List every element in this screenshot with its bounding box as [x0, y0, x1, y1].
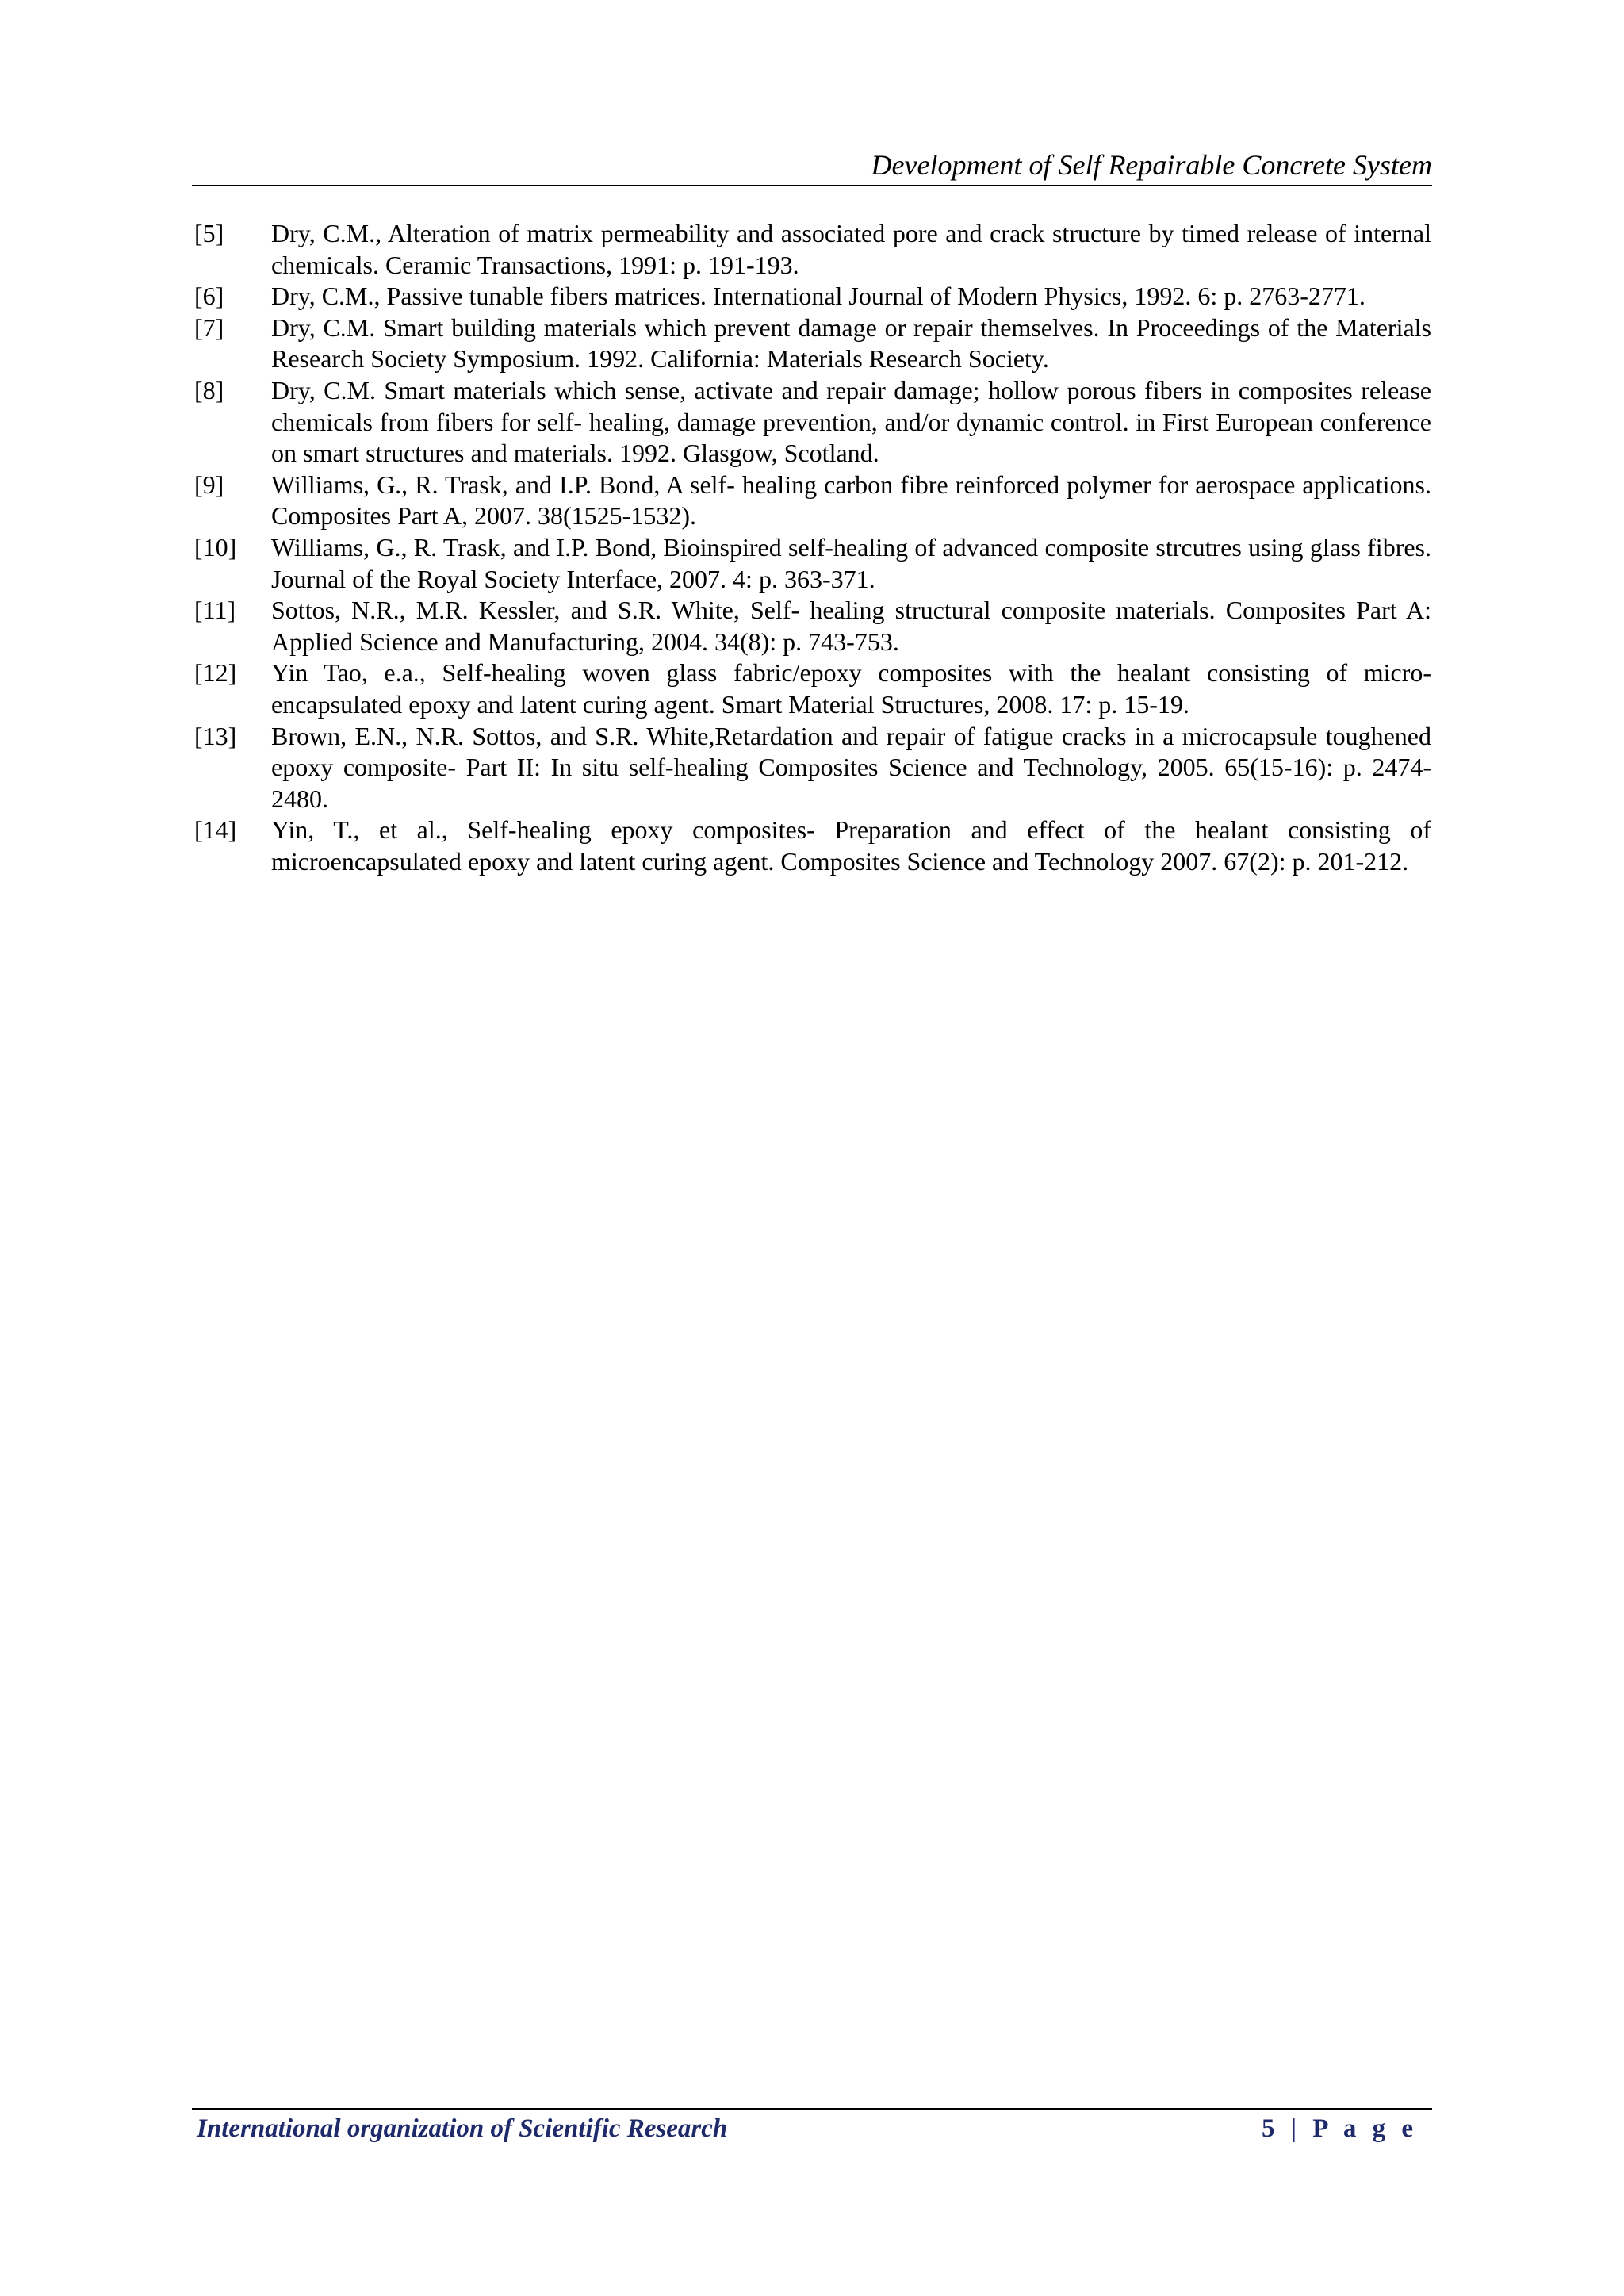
reference-item — [194, 815, 1431, 877]
reference-item — [194, 721, 1431, 815]
reference-text: Dry, C.M. Smart building materials which prevent damage or repair themselves. In Proceedings of the Materials Research Society Symposium. 1992. California: Materials Research Society. — [271, 312, 1431, 374]
reference-number: [6] — [194, 282, 224, 311]
reference-number: [12] — [194, 658, 237, 688]
reference-item — [194, 281, 1431, 312]
reference-item — [194, 532, 1431, 595]
footer-organization: International organization of Scientific Research — [197, 2114, 728, 2143]
reference-text: Yin, T., et al., Self-healing epoxy composites- Preparation and effect of the healant consisting of microencapsulated epoxy and latent curing agent. Composites Science and Technology 2007. 67(2): p. 201-212. — [271, 815, 1431, 876]
reference-text: Williams, G., R. Trask, and I.P. Bond, Bioinspired self-healing of advanced composite strcutres using glass fibres. Journal of the Royal Society Interface, 2007. 4: p. 363-371. — [271, 532, 1431, 593]
reference-item — [194, 312, 1431, 375]
reference-list — [194, 218, 1431, 877]
page-number: 5 | P a g e — [1261, 2114, 1418, 2143]
reference-text: Dry, C.M. Smart materials which sense, activate and repair damage; hollow porous fibers in composites release chemicals from fibers for self- healing, damage prevention, and/or dynamic control. in First European conference on smart structures and materials. 1992. Glasgow, Scotland. — [271, 375, 1431, 468]
header-divider — [192, 185, 1432, 186]
reference-number: [9] — [194, 470, 224, 499]
reference-text: Williams, G., R. Trask, and I.P. Bond, A self- healing carbon fibre reinforced polymer for aerospace applications. Composites Part A, 2007. 38(1525-1532). — [271, 470, 1431, 531]
running-header: Development of Self Repairable Concrete System — [871, 149, 1432, 181]
reference-number: [8] — [194, 375, 224, 404]
reference-number: [5] — [194, 219, 224, 247]
reference-item — [194, 595, 1431, 657]
reference-number: [10] — [194, 532, 237, 562]
reference-item — [194, 470, 1431, 532]
page-footer — [197, 2113, 1418, 2145]
reference-text: Dry, C.M., Passive tunable fibers matrices. International Journal of Modern Physics, 1992. 6: p. 2763-2771. — [271, 282, 1365, 311]
reference-item — [194, 375, 1431, 470]
reference-item — [194, 218, 1431, 281]
footer-divider — [192, 2108, 1432, 2110]
reference-text: Dry, C.M., Alteration of matrix permeability and associated pore and crack structure by timed release of internal chemicals. Ceramic Transactions, 1991: p. 191-193. — [271, 219, 1431, 279]
reference-number: [13] — [194, 721, 237, 750]
reference-text: Sottos, N.R., M.R. Kessler, and S.R. White, Self- healing structural composite materials. Composites Part A: Applied Science and Manufacturing, 2004. 34(8): p. 743-753. — [271, 596, 1431, 656]
reference-item — [194, 657, 1431, 720]
reference-text: Yin Tao, e.a., Self-healing woven glass fabric/epoxy composites with the healant consisting of micro-encapsulated epoxy and latent curing agent. Smart Material Structures, 2008. 17: p. 15-19. — [271, 658, 1431, 719]
reference-number: [14] — [194, 815, 237, 845]
reference-text: Brown, E.N., N.R. Sottos, and S.R. White,Retardation and repair of fatigue cracks in a microcapsule toughened epoxy composite- Part II: In situ self-healing Composites Science and Technology, 2005. 65(15-16): p. 2474-2480. — [271, 721, 1431, 813]
reference-number: [7] — [194, 312, 224, 342]
reference-number: [11] — [194, 596, 236, 625]
